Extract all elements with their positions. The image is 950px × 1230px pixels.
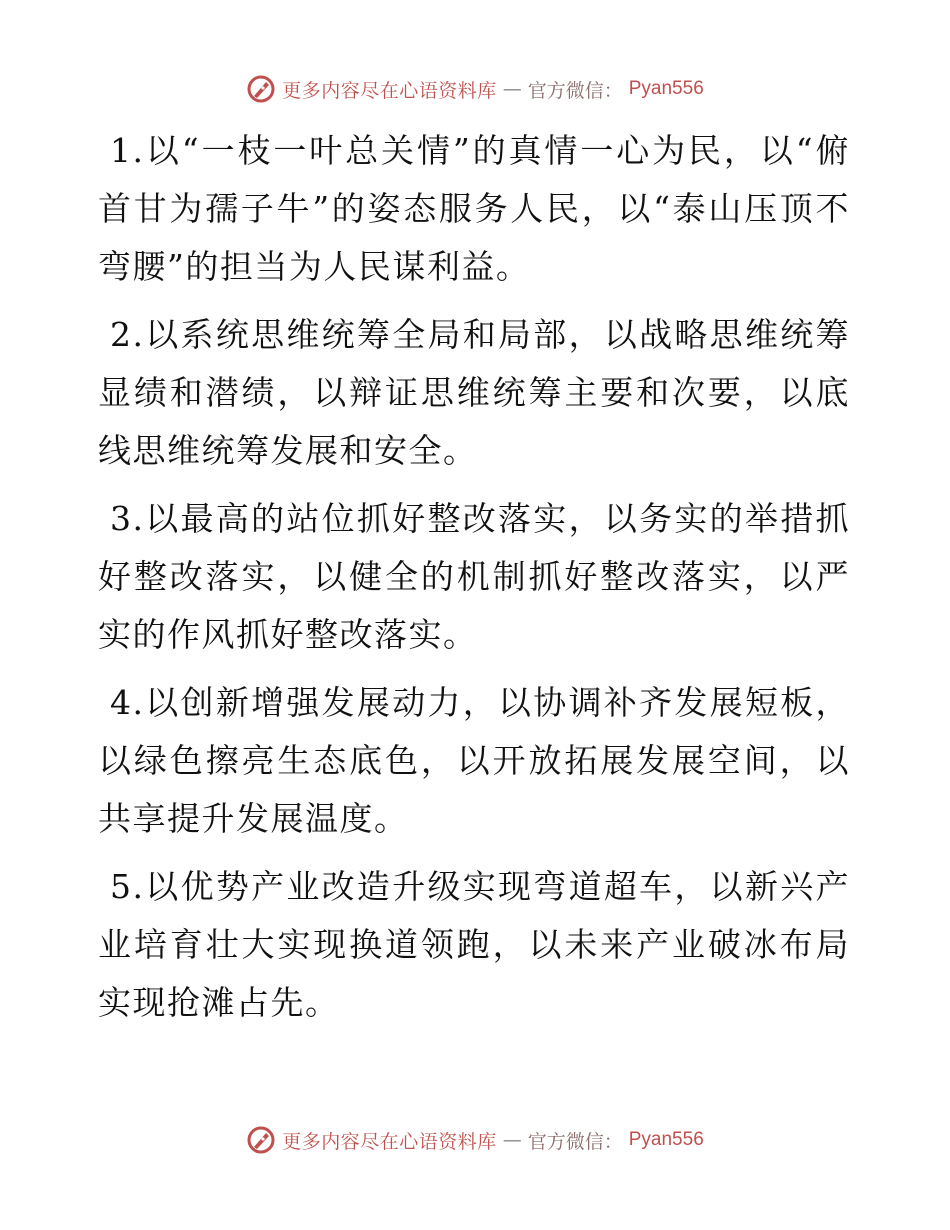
item-text: 以系统思维统筹全局和局部，以战略思维统筹显绩和潜绩，以辩证思维统筹主要和次要，以底线思维统筹发展和安全。 (98, 315, 850, 470)
list-item (98, 306, 850, 480)
item-number: 3. (110, 499, 145, 538)
item-text: 以优势产业改造升级实现弯道超车，以新兴产业培育壮大实现换道领跑，以未来产业破冰布局实现抢滩占先。 (98, 867, 850, 1022)
list-item (98, 674, 850, 848)
document-body (98, 122, 850, 1042)
item-number: 1. (110, 131, 145, 170)
list-item (98, 858, 850, 1032)
watermark-text: 更多内容尽在心语资料库 (282, 1130, 497, 1153)
wechat-id: Pyan556 (628, 78, 704, 99)
watermark-separator: — (502, 78, 522, 100)
footer-watermark (0, 1125, 950, 1155)
item-number: 4. (110, 683, 145, 722)
wechat-label: 官方微信： (527, 1130, 623, 1153)
item-number: 2. (110, 315, 145, 354)
wechat-label: 官方微信： (527, 79, 623, 102)
item-text: 以最高的站位抓好整改落实，以务实的举措抓好整改落实，以健全的机制抓好整改落实，以严实的作风抓好整改落实。 (98, 499, 850, 654)
pen-nib-circle-icon (246, 74, 276, 104)
pen-nib-circle-icon (246, 1125, 276, 1155)
item-text: 以创新增强发展动力，以协调补齐发展短板，以绿色擦亮生态底色，以开放拓展发展空间，以共享提升发展温度。 (98, 683, 850, 838)
item-number: 5. (110, 867, 145, 906)
item-text: 以“一枝一叶总关情”的真情一心为民，以“俯首甘为孺子牛”的姿态服务人民，以“泰山压顶不弯腰”的担当为人民谋利益。 (98, 131, 850, 286)
watermark-separator: — (502, 1129, 522, 1151)
list-item (98, 122, 850, 296)
list-item (98, 490, 850, 664)
header-watermark (0, 74, 950, 104)
wechat-id: Pyan556 (628, 1129, 704, 1150)
watermark-text: 更多内容尽在心语资料库 (282, 79, 497, 102)
